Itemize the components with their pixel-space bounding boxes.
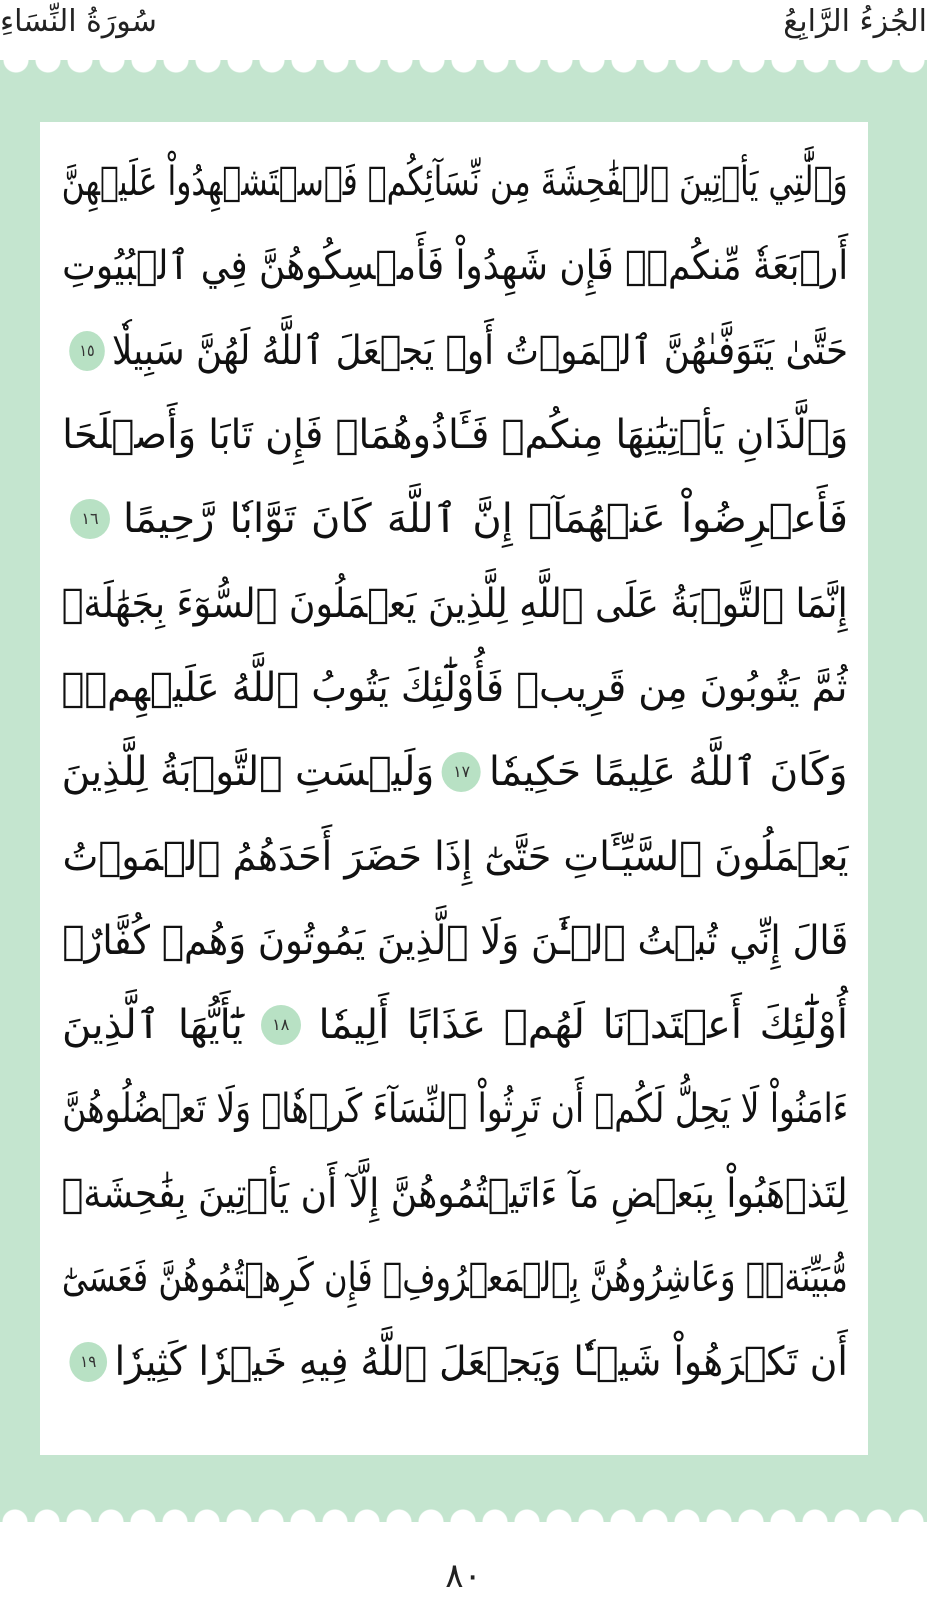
verse-lines — [62, 140, 848, 1404]
verse-text: وَكَانَ ٱللَّهُ عَلِيمًا حَكِيمٗا — [489, 749, 848, 796]
verse-line — [62, 814, 848, 898]
verse-line — [62, 477, 848, 561]
verse-number-marker: ١٩ — [70, 1342, 108, 1382]
verse-number-marker: ١٥ — [69, 331, 105, 371]
verse-line — [62, 983, 848, 1067]
surah-title: سُورَةُ النِّسَاءِ — [0, 4, 157, 39]
verse-line — [62, 561, 848, 645]
verse-text: حَتَّىٰ يَتَوَفَّىٰهُنَّ ٱلۡمَوۡتُ أَوۡ يَجۡعَلَ ٱللَّهُ لَهُنَّ سَبِيلٗا — [111, 327, 848, 374]
verse-line — [62, 730, 848, 814]
verse-text: أَرۡبَعَةٗ مِّنكُمۡۖ فَإِن شَهِدُواْ فَأَمۡسِكُوهُنَّ فِي ٱلۡبُيُوتِ — [62, 243, 848, 290]
verse-text: وَٱلَّٰتِي يَأۡتِينَ ٱلۡفَٰحِشَةَ مِن نِّسَآئِكُمۡ فَٱسۡتَشۡهِدُواْ عَلَيۡهِنَّ — [62, 159, 848, 206]
verse-number-marker: ١٧ — [442, 752, 481, 792]
frame-scallop-top — [0, 60, 927, 74]
verse-line — [62, 1320, 848, 1404]
frame-scallop-bottom — [0, 1508, 927, 1522]
verse-text: لِتَذۡهَبُواْ بِبَعۡضِ مَآ ءَاتَيۡتُمُوهُنَّ إِلَّآ أَن يَأۡتِينَ بِفَٰحِشَةٖ — [62, 1170, 848, 1217]
page-number: ٨٠ — [445, 1556, 482, 1596]
verse-text: مُّبَيِّنَةٖۚ وَعَاشِرُوهُنَّ بِٱلۡمَعۡرُوفِۚ فَإِن كَرِهۡتُمُوهُنَّ فَعَسَىٰٓ — [62, 1255, 848, 1301]
verse-line — [62, 1067, 848, 1151]
verse-line — [62, 224, 848, 308]
verse-text: يَٰٓأَيُّهَا ٱلَّذِينَ — [62, 1002, 243, 1049]
verse-text: فَأَعۡرِضُواْ عَنۡهُمَآۗ إِنَّ ٱللَّهَ كَانَ تَوَّابٗا رَّحِيمًا — [122, 496, 848, 543]
verse-text: ءَامَنُواْ لَا يَحِلُّ لَكُمۡ أَن تَرِثُواْ ٱلنِّسَآءَ كَرۡهٗاۖ وَلَا تَعۡضُلُوهُنَّ — [62, 1086, 848, 1133]
verse-line — [62, 309, 848, 393]
verse-line — [62, 393, 848, 477]
verse-text: وَٱلَّذَانِ يَأۡتِيَٰنِهَا مِنكُمۡ فَـَٔاذُوهُمَاۖ فَإِن تَابَا وَأَصۡلَحَا — [62, 412, 848, 459]
juz-title: الجُزءُ الرَّابِعُ — [783, 4, 927, 39]
verse-text: ثُمَّ يَتُوبُونَ مِن قَرِيبٖ فَأُوْلَٰٓئِكَ يَتُوبُ ٱللَّهُ عَلَيۡهِمۡۗ — [62, 664, 848, 711]
verse-text: أُوْلَٰٓئِكَ أَعۡتَدۡنَا لَهُمۡ عَذَابًا أَلِيمٗا — [318, 1002, 848, 1049]
verse-text: يَعۡمَلُونَ ٱلسَّيِّـَٔاتِ حَتَّىٰٓ إِذَا حَضَرَ أَحَدَهُمُ ٱلۡمَوۡتُ — [62, 833, 848, 880]
verse-text: إِنَّمَا ٱلتَّوۡبَةُ عَلَى ٱللَّهِ لِلَّذِينَ يَعۡمَلُونَ ٱلسُّوٓءَ بِجَهَٰلَةٖ — [62, 580, 848, 627]
verse-number-marker: ١٨ — [261, 1005, 301, 1045]
verse-line — [62, 899, 848, 983]
verse-line — [62, 1236, 848, 1320]
verse-line — [62, 1152, 848, 1236]
verse-text: قَالَ إِنِّي تُبۡتُ ٱلۡـَٰٔنَ وَلَا ٱلَّذِينَ يَمُوتُونَ وَهُمۡ كُفَّارٌۚ — [62, 917, 848, 964]
verse-line — [62, 140, 848, 224]
verse-line — [62, 646, 848, 730]
verse-text: أَن تَكۡرَهُواْ شَيۡـٔٗا وَيَجۡعَلَ ٱللَّهُ فِيهِ خَيۡرٗا كَثِيرٗا — [114, 1339, 848, 1386]
verse-text: وَلَيۡسَتِ ٱلتَّوۡبَةُ لِلَّذِينَ — [62, 749, 435, 796]
verse-number-marker: ١٦ — [70, 499, 110, 539]
